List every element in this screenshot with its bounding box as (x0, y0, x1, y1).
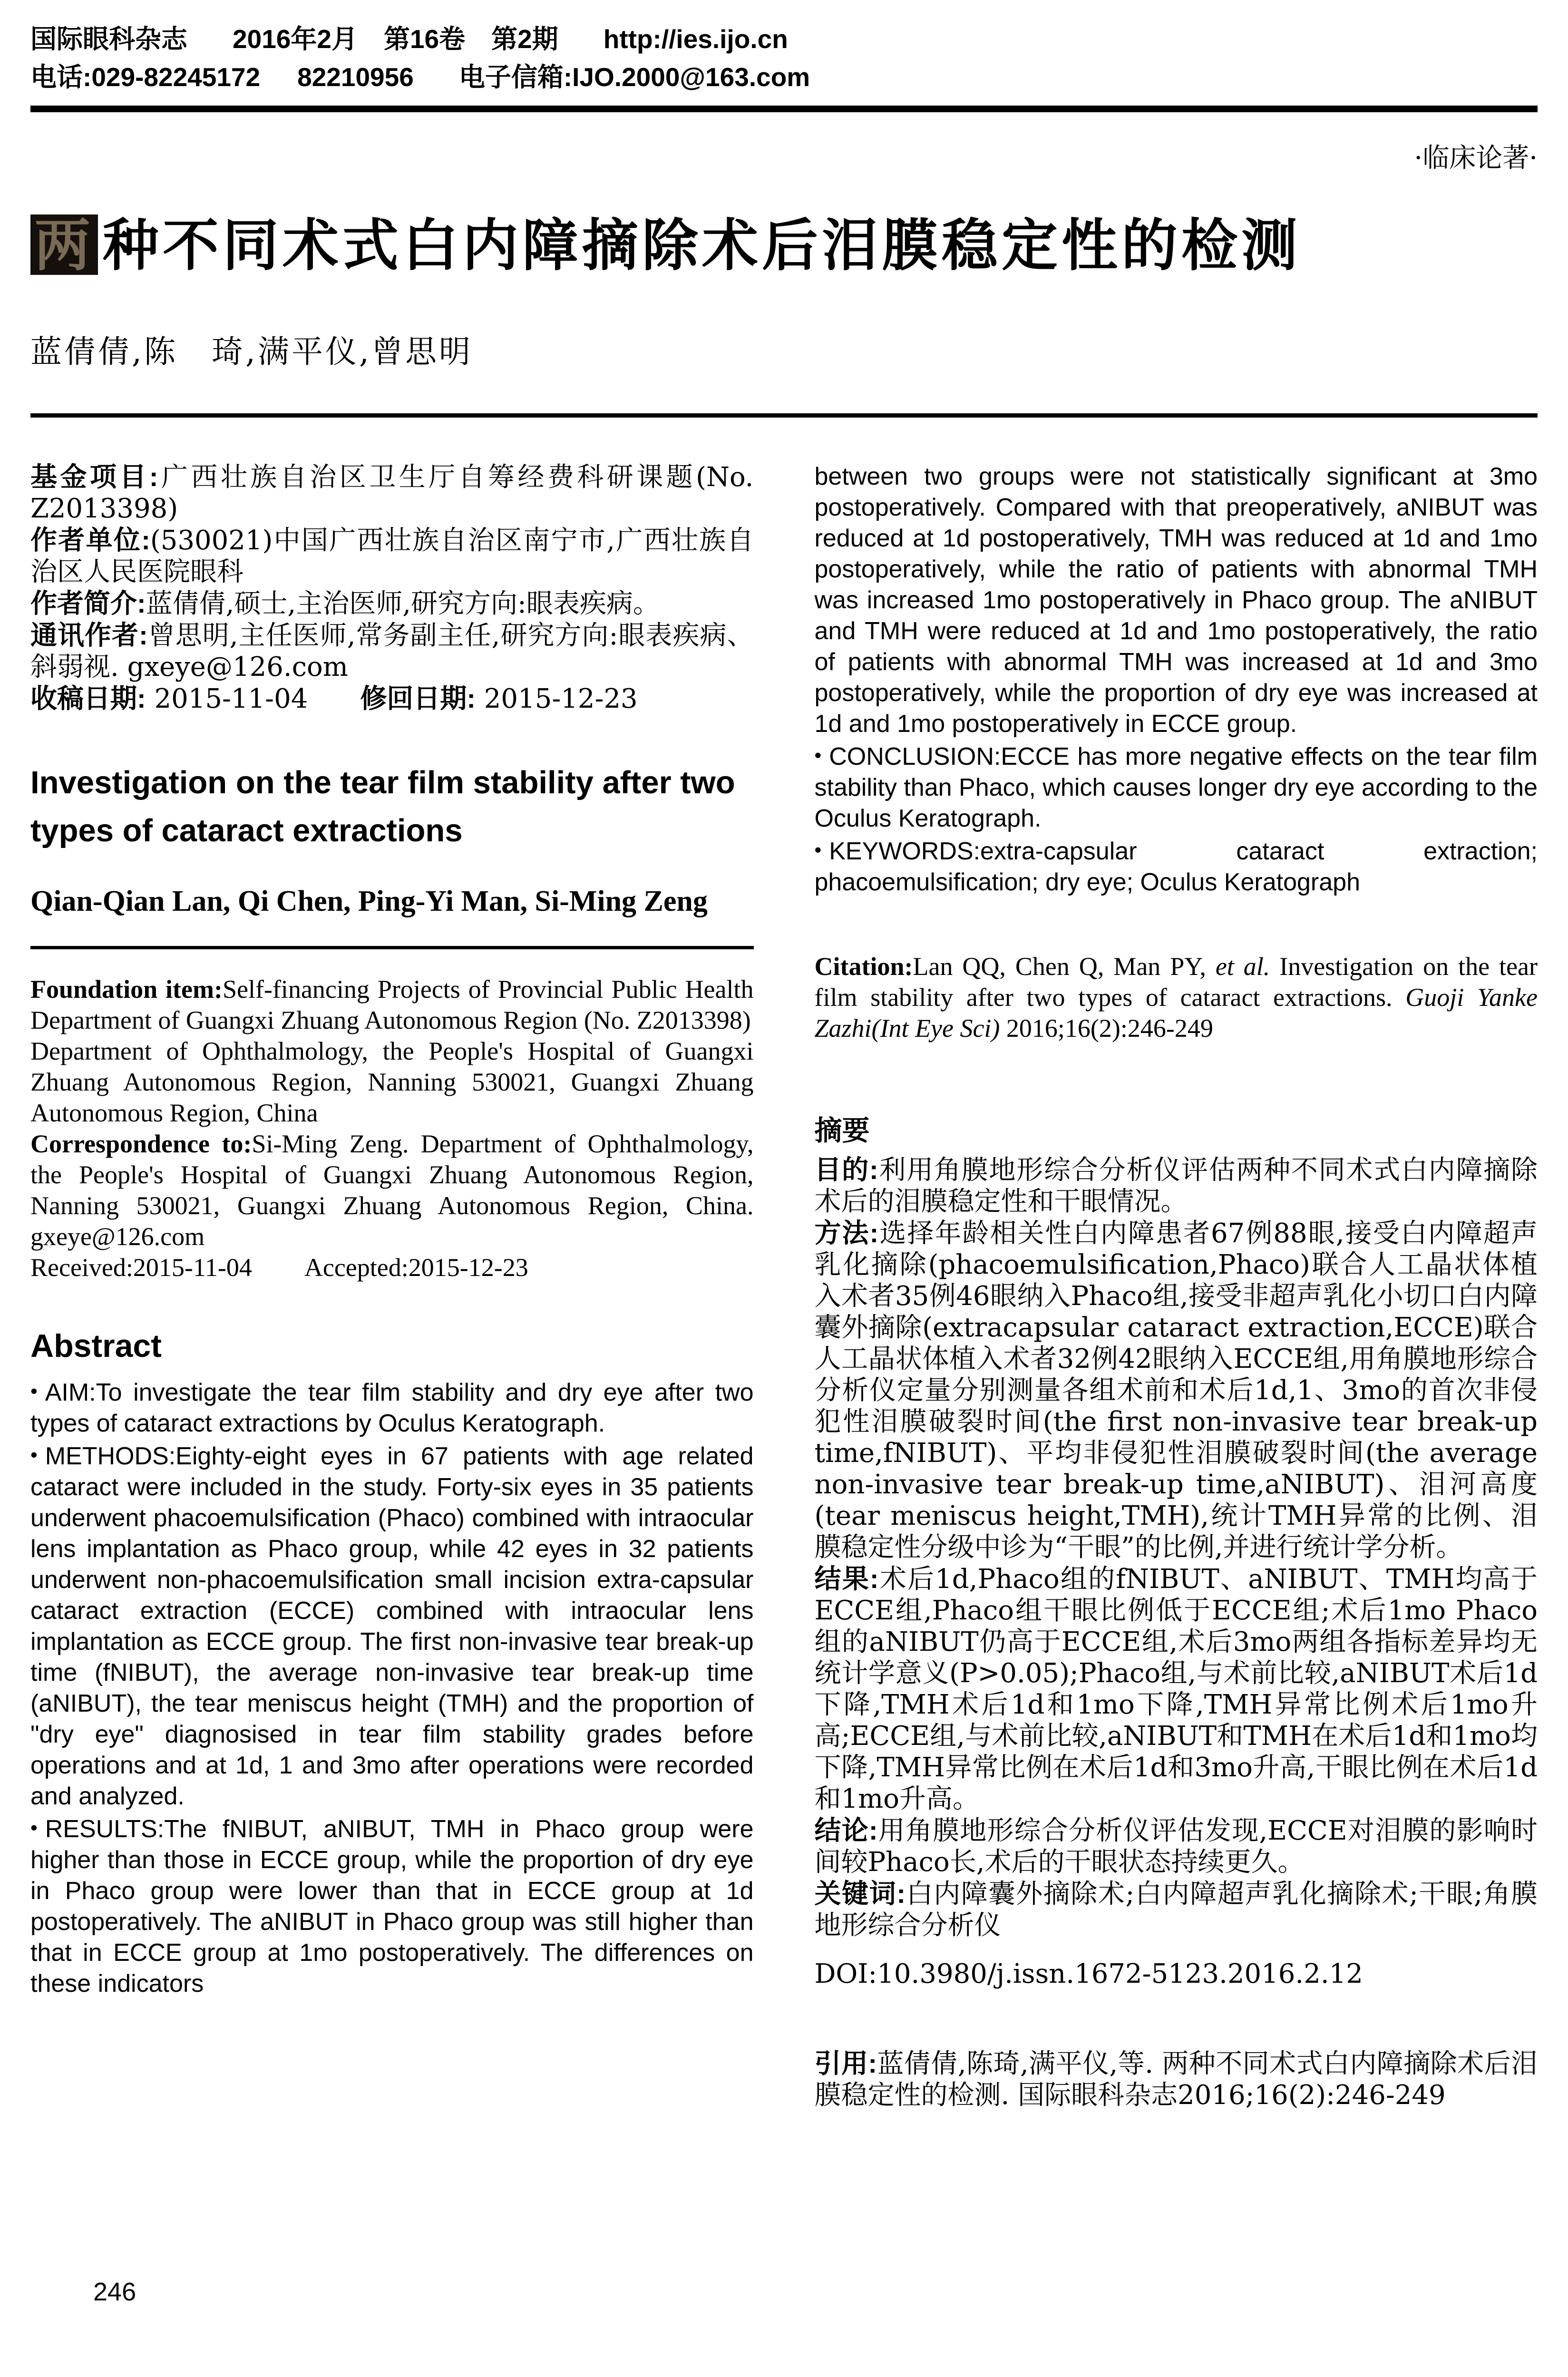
foundation-label: Foundation item: (30, 975, 223, 1003)
bullet-icon: • (30, 1816, 38, 1839)
meta-author-bio-cn (30, 588, 754, 620)
results-cn-text: 术后1d,Phaco组的fNIBUT、aNIBUT、TMH均高于ECCE组,Phaco组干眼比例低于ECCE组;术后1mo Phaco组的aNIBUT仍高于ECCE组,术后3mo两组各指标差异均无统计学意义(P>0.05);Phaco组,与术前比较,aNIBUT术后1d下降,TMH术后1d和1mo下降,TMH异常比例术后1mo升高;ECCE组,与术前比较,aNIBUT和TMH在术后1d和1mo均下降,TMH异常比例在术后1d和3mo升高,干眼比例在术后1d和1mo升高。 (814, 1564, 1538, 1814)
accepted-date-en: 2015-12-23 (408, 1253, 528, 1282)
keywords-cn-label: 关键词: (814, 1879, 906, 1909)
methods-cn-label: 方法: (814, 1218, 879, 1248)
conclusion-cn-label: 结论: (814, 1815, 878, 1845)
article-title-en: Investigation on the tear film stability after two types of cataract extractions (30, 765, 735, 848)
objective-label: 目的: (814, 1155, 878, 1185)
abstract-results-continued: between two groups were not statistically significant at 3mo postoperatively. Compared with that preoperatively, aNIBUT was reduced at 1d postoperatively, TMH was reduced at 1d and 1mo postoperatively, while the ratio of patients with abnormal TMH was increased 1mo postoperatively in Phaco group. The aNIBUT and TMH were reduced at 1d and 1mo postoperatively, the ratio of patients with abnormal TMH was increased at 1d and 3mo postoperatively, while the proportion of dry eye was increased at 1d and 1mo postoperatively in ECCE group. (814, 463, 1538, 738)
meta-text: 蓝倩倩,硕士,主治医师,研究方向:眼表疾病。 (146, 588, 660, 619)
authors-cn: 蓝倩倩,陈 琦,满平仪,曾思明 (30, 333, 473, 370)
foundation-text: Self-financing Projects of Provincial Public Health Department of Guangxi Zhuang Autonomous Region (No. Z2013398) (30, 975, 754, 1034)
results-text: The fNIBUT, aNIBUT, TMH in Phaco group were higher than those in ECCE group, while the proportion of dry eye in Phaco group were lower than that in ECCE group at 1d postoperatively. The aNIBUT in Phaco group was still higher than that in ECCE group at 1mo postoperatively. The differences on these indicators (30, 1815, 754, 1997)
bullet-icon: • (814, 744, 822, 766)
masthead-line-1 (30, 20, 1538, 58)
issue-info: 2016年2月 第16卷 第2期 (233, 24, 558, 54)
abstract-keywords (815, 834, 1538, 898)
methods-text: Eighty-eight eyes in 67 patients with age related cataract were included in the study. Forty-six eyes in 35 patients underwent phacoemulsification (Phaco) combined with intraocular lens implantation as Phaco group, while 42 eyes in 32 patients underwent non-phacoemulsification small incision extra-capsular cataract extraction (ECCE) combined with intraocular lens implantation as ECCE group. The first non-invasive tear break-up time (fNIBUT), the average non-invasive tear break-up time (aNIBUT), the tear meniscus height (TMH) and the proportion of "dry eye" diagnosised in tear film stability grades before operations and at 1d, 1 and 3mo after operations were recorded and analyzed. (30, 1442, 754, 1810)
citation-cn-label: 引用: (814, 2048, 877, 2078)
meta-label: 基金项目: (30, 462, 158, 492)
article-body (30, 461, 1538, 2111)
abstract-results (30, 1812, 754, 1999)
received-date-en: 2015-11-04 (133, 1253, 252, 1282)
keywords-cn (815, 1878, 1538, 1941)
conclusion-cn-text: 用角膜地形综合分析仪评估发现,ECCE对泪膜的影响时间较Phaco长,术后的干眼状态持续更久。 (814, 1815, 1538, 1878)
methods-cn-text: 选择年龄相关性白内障患者67例88眼,接受白内障超声乳化摘除(phacoemulsification,Phaco)联合人工晶状体植入术者35例46眼纳入Phaco组,接受非超声乳化小切口白内障囊外摘除(extracapsular cataract extraction,ECCE)联合人工晶状体植入术者32例42眼纳入ECCE组,用角膜地形综合分析仪定量分别测量各组术前和术后1d,1、3mo的首次非侵犯性泪膜破裂时间(the first non-invasive tear break-up time,fNIBUT)、平均非侵犯性泪膜破裂时间(the average non-invasive tear break-up time,aNIBUT)、泪河高度(tear meniscus height,TMH),统计TMH异常的比例、泪膜稳定性分级中诊为“干眼”的比例,并进行统计学分析。 (814, 1218, 1538, 1563)
citation-title: Investigation on the tear film stability after two types of cataract extractions. (814, 952, 1538, 1012)
foundation-item (30, 974, 754, 1036)
results-label: RESULTS: (45, 1815, 165, 1843)
bullet-icon: • (814, 838, 822, 861)
journal-phone-2: 82210956 (297, 62, 414, 92)
results-cn-label: 结果: (814, 1564, 879, 1594)
dates-en (30, 1252, 754, 1283)
foundation-block (30, 974, 754, 1283)
meta-text: (530021)中国广西壮族自治区南宁市,广西壮族自治区人民医院眼科 (30, 525, 754, 587)
revised-date-cn: 2015-12-23 (476, 683, 638, 714)
citation-etal: et al. (1215, 952, 1270, 981)
section-label: ·临床论著· (1414, 143, 1538, 174)
citation (815, 951, 1538, 1044)
aim-label: AIM: (45, 1379, 96, 1406)
keywords-label: KEYWORDS: (829, 838, 981, 865)
revised-label-cn: 修回日期: (360, 683, 476, 713)
received-label-en: Received: (30, 1253, 133, 1282)
dates-cn (30, 683, 754, 715)
bullet-icon: • (30, 1380, 38, 1402)
correspondence-label: Correspondence to: (30, 1130, 252, 1158)
affiliation-en: Department of Ophthalmology, the People's Hospital of Guangxi Zhuang Autonomous Region, Nanning 530021, Guangxi Zhuang Autonomous Region, China (30, 1037, 754, 1127)
methods-cn (815, 1218, 1538, 1563)
meta-affiliation-cn (30, 525, 754, 588)
conclusion-text: ECCE has more negative effects on the tear film stability than Phaco, which causes longer dry eye according to the Oculus Keratograph. (814, 743, 1538, 832)
meta-corresponding-cn (30, 620, 754, 683)
aim-text: To investigate the tear film stability and dry eye after two types of cataract extractions by Oculus Keratograph. (30, 1379, 754, 1437)
column-rule (30, 946, 754, 949)
abstract-heading: Abstract (30, 1328, 162, 1364)
conclusion-label: CONCLUSION: (829, 743, 1001, 770)
correspondence-text: Si-Ming Zeng. Department of Ophthalmology, the People's Hospital of Guangxi Zhuang Autonomous Region, Nanning 530021, Guangxi Zhuang Autonomous Region, China. gxeye@126.com (30, 1130, 754, 1251)
masthead-line-2 (30, 58, 1538, 96)
title-text: 种不同术式白内障摘除术后泪膜稳定性的检测 (103, 212, 1302, 278)
received-label-cn: 收稿日期: (30, 683, 146, 713)
authors-en: Qian-Qian Lan, Qi Chen, Ping-Yi Man, Si-Ming Zeng (30, 885, 708, 917)
journal-url: http://ies.ijo.cn (603, 24, 788, 54)
journal-email: 电子信箱:IJO.2000@163.com (458, 62, 810, 92)
abstract-aim (30, 1375, 754, 1439)
citation-authors: Lan QQ, Chen Q, Man PY, (913, 952, 1216, 981)
abstract-methods (30, 1439, 754, 1812)
right-column (815, 461, 1538, 2111)
conclusion-cn (815, 1815, 1538, 1878)
journal-name-cn: 国际眼科杂志 (30, 24, 188, 54)
citation-cn-text: 蓝倩倩,陈琦,满平仪,等. 两种不同术式白内障摘除术后泪膜稳定性的检测. 国际眼科杂志2016;16(2):246-249 (814, 2048, 1538, 2111)
left-column (30, 461, 754, 2111)
keywords-text: extra-capsular cataract extraction; phacoemulsification; dry eye; Oculus Keratograph (814, 838, 1538, 896)
abstract-cn-heading: 摘要 (814, 1115, 870, 1146)
methods-label: METHODS: (45, 1442, 176, 1470)
correspondence (30, 1129, 754, 1252)
meta-foundation-cn (30, 461, 754, 525)
meta-label: 作者单位: (30, 525, 150, 555)
citation-cn (815, 2048, 1538, 2111)
citation-label: Citation: (814, 952, 913, 981)
bullet-icon: • (30, 1443, 38, 1466)
title-rule (30, 413, 1538, 418)
accepted-label-en: Accepted: (304, 1253, 409, 1282)
meta-text: 广西壮族自治区卫生厅自筹经费科研课题(No. Z2013398) (30, 462, 754, 524)
received-date-cn: 2015-11-04 (146, 683, 308, 714)
keywords-cn-text: 白内障囊外摘除术;白内障超声乳化摘除术;干眼;角膜地形综合分析仪 (814, 1879, 1538, 1941)
objective-cn (815, 1154, 1538, 1218)
masthead (30, 20, 1538, 96)
doi: DOI:10.3980/j.issn.1672-5123.2016.2.12 (814, 1958, 1363, 1989)
meta-label: 通讯作者: (30, 620, 148, 650)
meta-text: 曾思明,主任医师,常务副主任,研究方向:眼表疾病、斜弱视. gxeye@126.com (30, 620, 754, 682)
meta-label: 作者简介: (30, 588, 146, 618)
masthead-rule (30, 106, 1538, 112)
article-title-cn (30, 212, 1538, 279)
citation-journal: Guoji Yanke Zazhi(Int Eye Sci) (814, 983, 1538, 1042)
page-number: 246 (93, 2278, 136, 2306)
results-cn (815, 1563, 1538, 1815)
title-dropcap: 两 (30, 214, 98, 275)
journal-phone: 电话:029-82245172 (30, 62, 261, 92)
abstract-conclusion (815, 740, 1538, 834)
citation-issue: 2016;16(2):246-249 (1000, 1014, 1213, 1042)
objective-text: 利用角膜地形综合分析仪评估两种不同术式白内障摘除术后的泪膜稳定性和干眼情况。 (814, 1155, 1538, 1217)
